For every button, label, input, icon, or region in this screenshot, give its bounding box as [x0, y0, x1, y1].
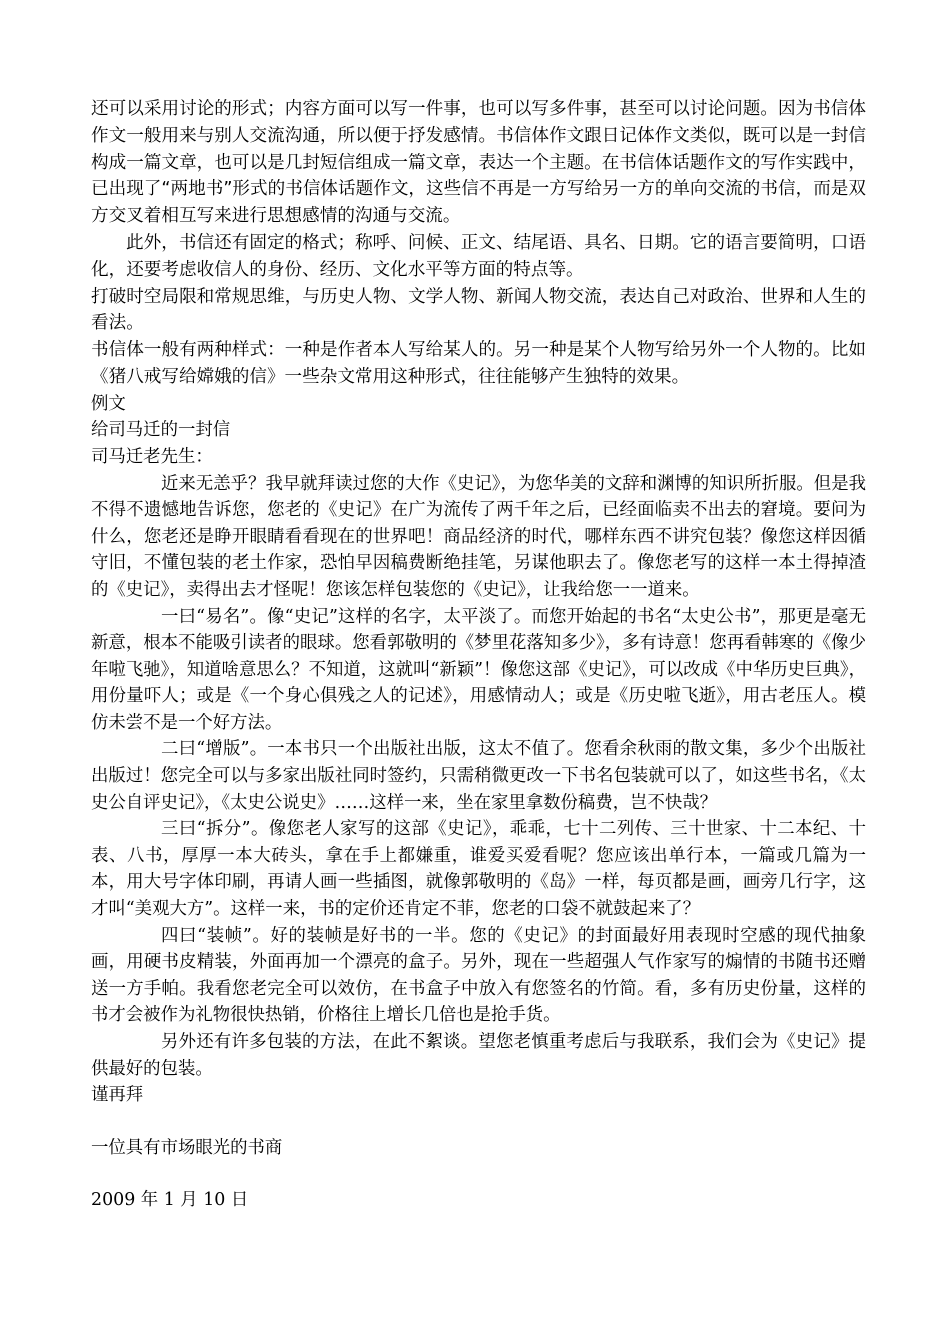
letter-body-paragraph: 一曰“易名”。像“史记”这样的名字，太平淡了。而您开始起的书名“太史公书”，那更是毫无新意，根本不能吸引读者的眼球。您看郭敬明的《梦里花落知多少》，多有诗意！您再看韩寒的《像少年啦飞驰》，知道啥意思么？不知道，这就叫“新颖”！像您这部《史记》，可以改成《中华历史巨典》，用份量吓人；或是《一个身心俱残之人的记述》，用感情动人；或是《历史啦飞逝》，用古老压人。模仿未尝不是一个好方法。	[91, 606, 866, 733]
letter-body-paragraph: 另外还有许多包装的方法，在此不絮谈。望您老慎重考虑后与我联系，我们会为《史记》提供最好的包装。	[91, 1032, 866, 1079]
intro-paragraph-3: 打破时空局限和常规思维，与历史人物、文学人物、新闻人物交流，表达自己对政治、世界和人生的看法。	[91, 286, 866, 334]
intro-paragraph-2: 此外，书信还有固定的格式；称呼、问候、正文、结尾语、具名、日期。它的语言要简明，口语化，还要考虑收信人的身份、经历、文化水平等方面的特点等。	[91, 232, 866, 280]
spacer	[91, 1161, 866, 1187]
intro-paragraph-1: 还可以采用讨论的形式；内容方面可以写一件事，也可以写多件事，甚至可以讨论问题。因为书信体作文一般用来与别人交流沟通，所以便于抒发感情。书信体作文跟日记体作文类似，既可以是一封信构成一篇文章，也可以是几封短信组成一篇文章，表达一个主题。在书信体话题作文的写作实践中，已出现了“两地书”形式的书信体话题作文，这些信不再是一方写给另一方的单向交流的书信，而是双方交叉着相互写来进行思想感情的沟通与交流。	[91, 99, 866, 227]
letter-date: 2009 年 1 月 10 日	[91, 1190, 249, 1211]
letter-body-paragraph: 四曰“装帧”。好的装帧是好书的一半。您的《史记》的封面最好用表现时空感的现代抽象画，用硬书皮精装，外面再加一个漂亮的盒子。另外，现在一些超强人气作家写的煽情的书随书还赠送一方手帕。我看您老完全可以效仿，在书盒子中放入有您签名的竹简。看，多有历史份量，这样的书才会被作为礼物很快热销，价格往上增长几倍也是抢手货。	[91, 925, 866, 1026]
document-page	[91, 96, 866, 1214]
example-label: 例文	[91, 393, 126, 414]
letter-body-paragraph: 近来无恙乎？我早就拜读过您的大作《史记》，为您华美的文辞和渊博的知识所折服。但是我不得不遗憾地告诉您，您老的《史记》在广为流传了两千年之后，已经面临卖不出去的窘境。要问为什么，您老还是睁开眼睛看看现在的世界吧！商品经济的时代，哪样东西不讲究包装？像您这样因循守旧，不懂包装的老土作家，恐怕早因稿费断绝挂笔，另谋他职去了。像您老写的这样一本土得掉渣的《史记》，卖得出去才怪呢！您该怎样包装您的《史记》，让我给您一一道来。	[91, 473, 866, 600]
letter-title: 给司马迁的一封信	[91, 420, 231, 441]
intro-paragraph-4: 书信体一般有两种样式：一种是作者本人写给某人的。另一种是某个人物写给另外一个人物的。比如《猪八戒写给嫦娥的信》一些杂文常用这种形式，往往能够产生独特的效果。	[91, 340, 866, 387]
letter-signature: 一位具有市场眼光的书商	[91, 1137, 283, 1158]
letter-body-paragraph: 三曰“拆分”。像您老人家写的这部《史记》，乖乖，七十二列传、三十世家、十二本纪、十表、八书，厚厚一本大砖头，拿在手上都嫌重，谁爱买爱看呢？您应该出单行本，一篇或几篇为一本，用大号字体印刷，再请人画一些插图，就像郭敬明的《岛》一样，每页都是画，画旁几行字，这才叫“美观大方”。这样一来，书的定价还肯定不菲，您老的口袋不就鼓起来了？	[91, 819, 866, 920]
spacer	[91, 1109, 866, 1135]
letter-body-paragraph: 二曰“增版”。一本书只一个出版社出版，这太不值了。您看余秋雨的散文集，多少个出版社出版过！您完全可以与多家出版社同时签约，只需稍微更改一下书名包装就可以了，如这些书名，《太史公自评史记》，《太史公说史》……这样一来，坐在家里拿数份稿费，岂不快哉？	[91, 739, 866, 813]
letter-closing: 谨再拜	[91, 1085, 144, 1106]
letter-salutation: 司马迁老先生：	[91, 446, 213, 467]
